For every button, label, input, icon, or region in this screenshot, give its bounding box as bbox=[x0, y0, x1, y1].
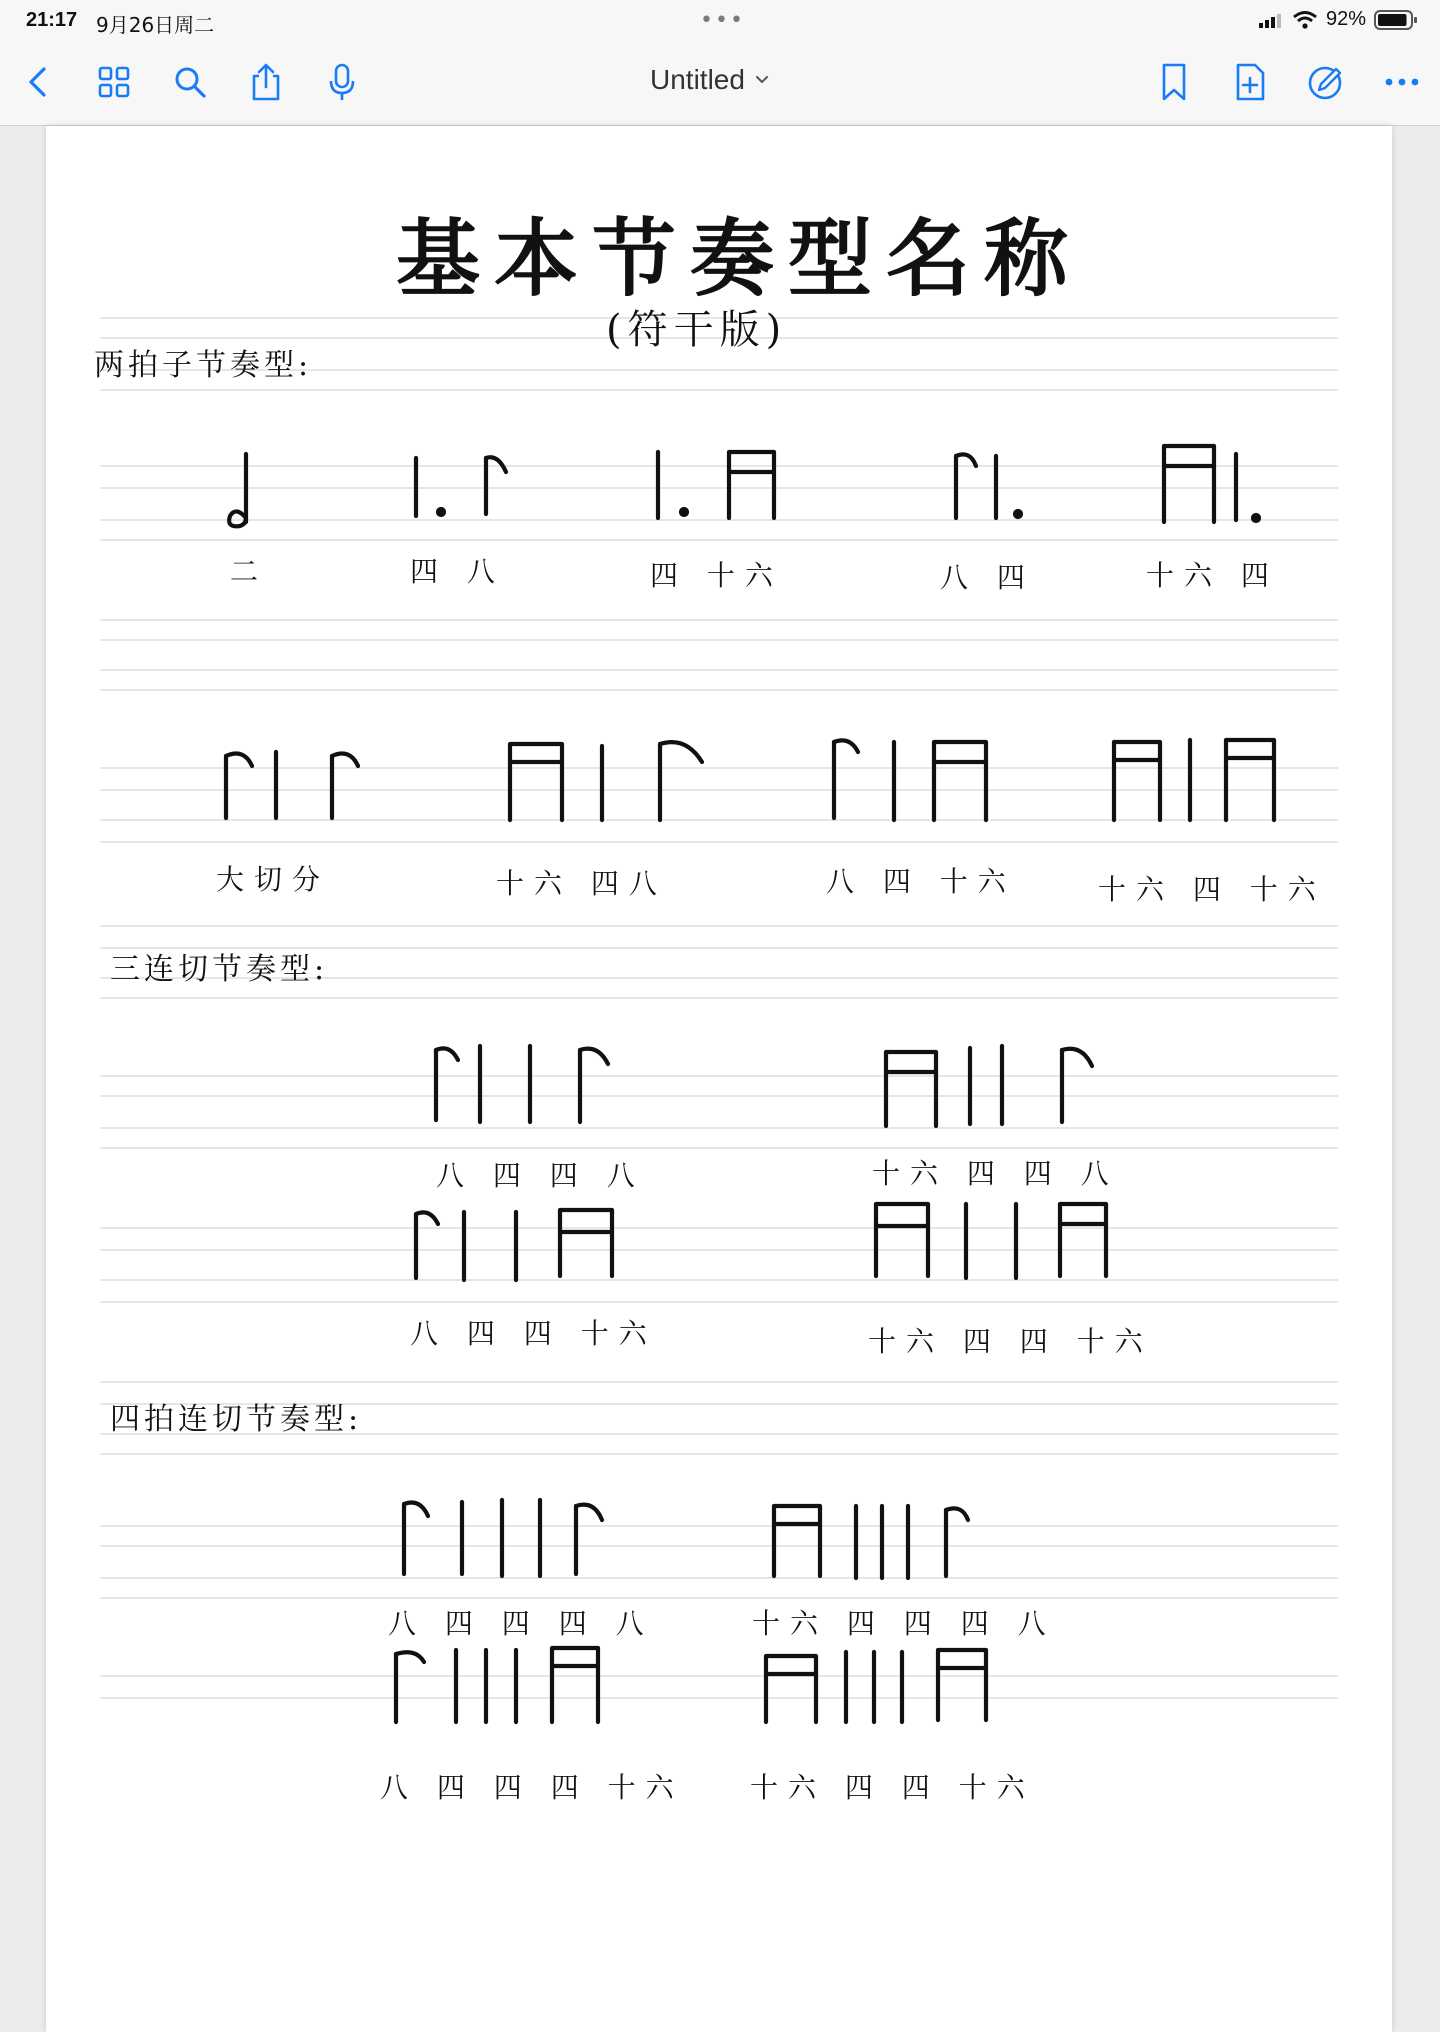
add-page-icon bbox=[1233, 62, 1267, 102]
rhythm-label: 四 十六 bbox=[650, 559, 783, 592]
rhythm-label: 八 四 bbox=[940, 561, 1035, 594]
rhythm-label: 大切分 bbox=[216, 863, 331, 896]
rhythm-label: 十六 四 四 八 bbox=[872, 1157, 1119, 1190]
notation-sixteenths-quarter-dot bbox=[1164, 446, 1259, 522]
rhythm-label: 十六 四 四 四 八 bbox=[752, 1607, 1056, 1640]
battery-icon bbox=[1374, 10, 1418, 30]
grid-icon bbox=[97, 65, 131, 99]
notation-eighth-quarter-x3-sixteenths bbox=[396, 1648, 598, 1722]
back-button[interactable] bbox=[16, 60, 60, 104]
section-heading-triple-syncopation: 三连切节奏型: bbox=[110, 952, 329, 987]
more-icon bbox=[1384, 77, 1420, 87]
rhythm-label: 八 四 十六 bbox=[826, 865, 1016, 898]
rhythm-label: 二 bbox=[230, 555, 269, 588]
rhythm-label: 十六 四 十六 bbox=[1098, 873, 1326, 906]
note-canvas[interactable] bbox=[0, 126, 1440, 2032]
notation-sixteenths-quarter-quarter-eighth bbox=[886, 1046, 1092, 1126]
edit-pen-button[interactable] bbox=[1304, 60, 1348, 104]
more-button[interactable] bbox=[1380, 60, 1424, 104]
document-title-menu[interactable] bbox=[650, 64, 769, 96]
back-chevron-icon bbox=[26, 66, 50, 98]
notation-sixteenths-quarter-sixteenths bbox=[1114, 740, 1274, 820]
rhythm-notation-drawing bbox=[46, 126, 1392, 2032]
share-icon bbox=[249, 62, 283, 102]
rhythm-label: 十六 四 bbox=[1146, 559, 1279, 592]
notation-sixteenths-quarter-quarter-sixteenths bbox=[876, 1204, 1106, 1278]
note-subtitle: (符干版) bbox=[606, 307, 788, 353]
pen-edit-icon bbox=[1306, 62, 1346, 102]
toolbar bbox=[0, 42, 1440, 126]
search-icon bbox=[173, 65, 207, 99]
dictation-button[interactable] bbox=[320, 60, 364, 104]
cellular-signal-icon bbox=[1258, 11, 1284, 29]
notation-sixteenths-quarter-eighth bbox=[510, 742, 702, 820]
grid-view-button[interactable] bbox=[92, 60, 136, 104]
section-heading-four-beat: 四拍连切节奏型: bbox=[110, 1402, 363, 1437]
rhythm-label: 八 四 四 八 bbox=[436, 1159, 645, 1192]
note-page[interactable] bbox=[46, 126, 1392, 2032]
rhythm-label: 四 八 bbox=[410, 555, 505, 588]
microphone-icon bbox=[327, 62, 357, 102]
notation-eighth-quarter-quarter-eighth-1 bbox=[436, 1046, 608, 1122]
battery-percent: 92% bbox=[1325, 8, 1366, 30]
notation-half-note bbox=[229, 454, 246, 526]
notation-sixteenths-quarter-x3-sixteenths bbox=[766, 1650, 986, 1722]
bookmark-icon bbox=[1159, 62, 1189, 102]
note-title: 基本节奏型名称 bbox=[396, 209, 1083, 308]
notation-quarter-dot-eighth bbox=[416, 457, 506, 516]
rhythm-label: 八 四 四 十六 bbox=[410, 1317, 657, 1350]
notation-quarter-dot-sixteenths bbox=[658, 452, 774, 518]
multitasking-dots[interactable]: ••• bbox=[700, 8, 745, 33]
rhythm-label: 十六 四 四 十六 bbox=[750, 1771, 1035, 1804]
bookmark-button[interactable] bbox=[1152, 60, 1196, 104]
section-heading-two-beat: 两拍子节奏型: bbox=[94, 348, 313, 383]
document-title: Untitled bbox=[650, 64, 745, 95]
share-button[interactable] bbox=[244, 60, 288, 104]
chevron-down-icon bbox=[755, 75, 769, 85]
notation-eighth-quarter-sixteenths bbox=[834, 740, 986, 820]
notation-sixteenths-quarter-x3-eighth bbox=[774, 1506, 968, 1578]
status-time: 21:17 bbox=[26, 9, 78, 31]
notation-syncopation bbox=[226, 752, 358, 818]
rhythm-label: 八 四 四 四 八 bbox=[388, 1607, 654, 1640]
add-page-button[interactable] bbox=[1228, 60, 1272, 104]
status-date: 9月26日周二 bbox=[96, 13, 215, 37]
wifi-icon bbox=[1292, 10, 1318, 30]
rhythm-label: 十六 四 四 十六 bbox=[868, 1325, 1153, 1358]
notation-eighth-quarter-dot bbox=[956, 454, 1021, 518]
notation-eighth-quarter-quarter-sixteenths bbox=[416, 1210, 612, 1280]
rhythm-label: 十六 四八 bbox=[496, 867, 667, 900]
rhythm-label: 八 四 四 四 十六 bbox=[380, 1771, 684, 1804]
notation-eighth-quarter-x3-eighth bbox=[404, 1500, 602, 1576]
status-bar bbox=[0, 0, 1440, 42]
search-button[interactable] bbox=[168, 60, 212, 104]
status-indicators bbox=[1258, 8, 1418, 31]
